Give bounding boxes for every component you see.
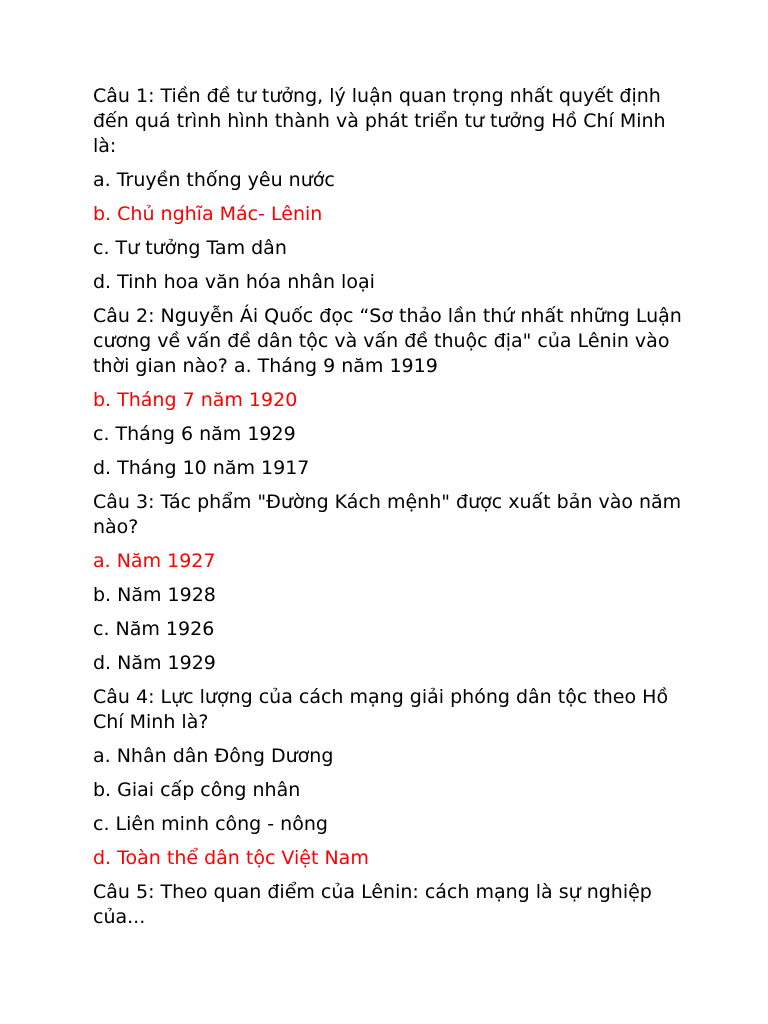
document-body <box>93 84 683 939</box>
question-3: Câu 3: Tác phẩm "Đường Kách mệnh" được xuất bản vào năm nào? <box>93 491 682 538</box>
option-1b-correct: b. Chủ nghĩa Mác- Lênin <box>93 203 323 225</box>
option-3b: b. Năm 1928 <box>93 584 216 606</box>
question-5: Câu 5: Theo quan điểm của Lênin: cách mạng là sự nghiệp của... <box>93 881 652 928</box>
option-3c: c. Năm 1926 <box>93 618 215 640</box>
option-4a: a. Nhân dân Đông Dương <box>93 745 334 767</box>
option-4d-correct: d. Toàn thể dân tộc Việt Nam <box>93 847 369 869</box>
question-2: Câu 2: Nguyễn Ái Quốc đọc “Sơ thảo lần thứ nhất những Luận cương về vấn đề dân tộc và vấn đề thuộc địa" của Lênin vào thời gian nào? a. Tháng 9 năm 1919 <box>93 305 682 377</box>
question-1: Câu 1: Tiền đề tư tưởng, lý luận quan trọng nhất quyết định đến quá trình hình thành và phát triển tư tưởng Hồ Chí Minh là: <box>93 85 666 157</box>
option-1d: d. Tinh hoa văn hóa nhân loại <box>93 271 375 293</box>
option-3a-correct: a. Năm 1927 <box>93 550 216 572</box>
question-4: Câu 4: Lực lượng của cách mạng giải phóng dân tộc theo Hồ Chí Minh là? <box>93 686 669 733</box>
option-2b-correct: b. Tháng 7 năm 1920 <box>93 389 298 411</box>
option-2d: d. Tháng 10 năm 1917 <box>93 457 310 479</box>
option-2c: c. Tháng 6 năm 1929 <box>93 423 296 445</box>
option-4b: b. Giai cấp công nhân <box>93 779 301 801</box>
option-1a: a. Truyền thống yêu nước <box>93 169 335 191</box>
option-4c: c. Liên minh công - nông <box>93 813 328 835</box>
option-3d: d. Năm 1929 <box>93 652 216 674</box>
option-1c: c. Tư tưởng Tam dân <box>93 237 287 259</box>
